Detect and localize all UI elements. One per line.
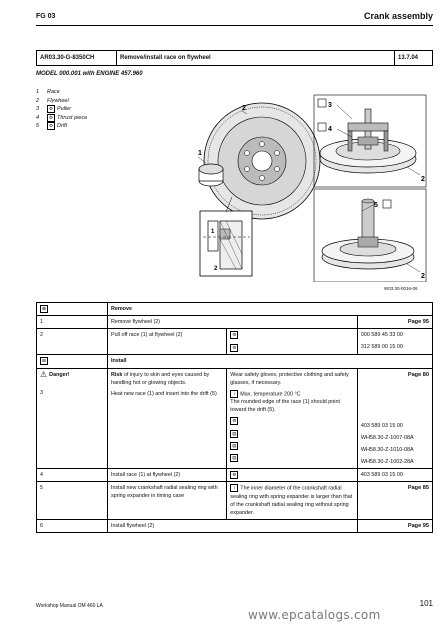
tool-numbers: 403 589 03 15 00 — [357, 468, 432, 481]
step-number: 1 — [37, 316, 108, 329]
tool-icon — [318, 99, 326, 107]
callout-2: 2 — [214, 266, 218, 272]
callout-1: 1 — [198, 150, 202, 157]
tool-icon: ⚙ — [232, 471, 237, 477]
callout-1: 1 — [211, 229, 215, 235]
page-reference: Page 80 — [407, 371, 429, 378]
remove-icon: ⊠ — [40, 305, 48, 313]
legend-item: 2 Flywheel — [36, 97, 69, 104]
tool-icon: ⚙ — [48, 114, 54, 120]
step-text: Pull off race (1) at flywheel (2) — [107, 329, 226, 355]
flywheel-drawing — [204, 103, 320, 219]
tool-icon: ⚙ — [232, 344, 237, 350]
section-code: FG 03 — [36, 13, 56, 20]
install-icon-cell — [37, 355, 108, 368]
remove-icon-cell — [37, 303, 108, 316]
table-row — [37, 482, 433, 519]
callout-2: 2 — [242, 105, 246, 112]
document-date: 13.7.04 — [398, 55, 419, 61]
tool-drawing-icon: ▤ — [232, 430, 237, 436]
tool-icon: ⚙ — [232, 418, 237, 424]
step-text: Remove flywheel (2) — [107, 316, 357, 329]
table-row — [37, 303, 433, 316]
step-text: Risk of injury to skin and eyes caused by handling hot or glowing objects. Heat new race (1) and insert into the drift (5) — [107, 368, 226, 468]
step-number: 6 — [37, 519, 108, 532]
callout-3: 3 — [328, 102, 332, 109]
document-code: AR03.30-G-8350CH — [37, 51, 117, 65]
step-number: ⚠ Danger! 3 — [37, 368, 108, 468]
step-number: 5 — [37, 482, 108, 519]
warning-icon: ⚠ — [40, 369, 48, 379]
page-reference: Page 85 — [357, 482, 432, 519]
step-text: Install race (1) at flywheel (2) — [107, 468, 226, 481]
figure-code: W03.30-0016-06 — [384, 286, 418, 291]
legend-item: 4 ⚙ Thrust piece — [36, 114, 88, 121]
step-number: 2 — [37, 329, 108, 355]
tool-icon: ⚙ — [232, 332, 237, 338]
drift-drawing — [314, 189, 426, 282]
page-reference: Page 95 — [357, 316, 432, 329]
header-rule — [36, 25, 433, 26]
callout-2: 2 — [421, 273, 425, 280]
tool-icon — [318, 123, 326, 131]
section-heading-install: Install — [107, 355, 432, 368]
tool-drawing-icon: ▤ — [232, 442, 237, 448]
tool-numbers: 000 589 45 33 00 312 589 00 15 00 — [357, 329, 432, 355]
section-heading-remove: Remove — [107, 303, 432, 316]
watermark-link[interactable]: www.epcatalogs.com — [248, 608, 381, 622]
callout-5: 5 — [374, 202, 378, 209]
tool-icon — [383, 200, 391, 208]
page-reference: Page 95 — [357, 519, 432, 532]
step-text: Install new crankshaft radial sealing ring with spring expander in timing case — [107, 482, 226, 519]
tool-icon: ⚙ — [48, 123, 54, 129]
page-title: Crank assembly — [363, 11, 433, 21]
page-number: 101 — [419, 599, 433, 608]
callout-4: 4 — [328, 126, 332, 133]
install-icon: ⊞ — [40, 357, 48, 365]
step-number: 4 — [37, 468, 108, 481]
title-box — [36, 50, 433, 66]
tool-cell — [227, 468, 358, 481]
tool-cell — [227, 329, 358, 355]
table-row — [37, 519, 433, 532]
model-line: MODEL 000.001 with ENGINE 457.960 — [36, 71, 143, 77]
table-row — [37, 468, 433, 481]
document-title: Remove/install race on flywheel — [117, 51, 395, 65]
legend-item: 3 ⚙ Puller — [36, 106, 72, 113]
race-drawing — [199, 164, 223, 186]
tool-icon: ⚙ — [48, 106, 54, 112]
tool-drawing-icon: ▤ — [232, 455, 237, 461]
step-text: Install flywheel (2) — [107, 519, 357, 532]
info-icon: i — [230, 484, 238, 492]
info-icon: i — [230, 390, 238, 398]
flywheel-illustration — [162, 89, 432, 282]
procedure-table — [36, 302, 433, 533]
table-row — [37, 355, 433, 368]
table-row — [37, 316, 433, 329]
note-cell: i The inner diameter of the crankshaft radial sealing ring with spring expander is larger than that of the crankshaft radial sealing ring without spring expander. — [227, 482, 358, 519]
detail-inset — [200, 211, 252, 276]
note-cell: Wear safety gloves, protective clothing and safety glasses, if necessary. i Max. temperature 200 °C The rounded edge of the race (1) should point toward the drift (5). ⚙ ▤ ▤ ▤ — [227, 368, 358, 468]
tool-numbers: Page 80 403 589 03 15 00 WH58.30-Z-1007-08A WH58.30-Z-1010-08A WH58.30-Z-1002-28A — [357, 368, 432, 468]
table-row — [37, 329, 433, 355]
callout-2: 2 — [421, 176, 425, 183]
legend-item: 5 ⚙ Drift — [36, 123, 68, 130]
parts-legend — [36, 88, 87, 131]
footer-manual-name: Workshop Manual OM 460 LA — [36, 603, 103, 609]
legend-item: 1 Race — [36, 89, 60, 95]
table-row — [37, 368, 433, 468]
